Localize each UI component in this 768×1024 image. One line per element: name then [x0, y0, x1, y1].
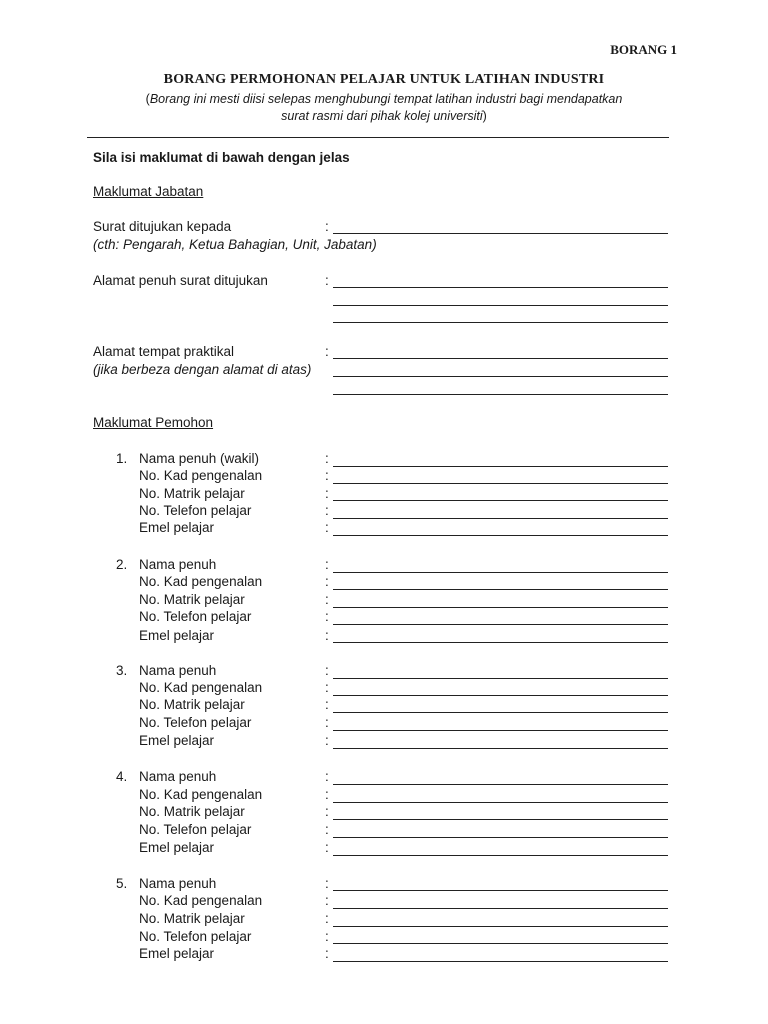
- alamat-praktikal-hint: (jika berbeza dengan alamat di atas): [93, 362, 312, 377]
- colon: :: [325, 628, 329, 643]
- colon: :: [325, 893, 329, 908]
- colon: :: [325, 503, 329, 518]
- applicant-field-label: No. Matrik pelajar: [139, 592, 245, 607]
- applicant-number: 3.: [116, 663, 128, 678]
- applicant-field-label: Nama penuh: [139, 769, 217, 784]
- applicant-field-label: Emel pelajar: [139, 840, 215, 855]
- applicant-field-input[interactable]: [333, 518, 668, 519]
- surat-ditujukan-field[interactable]: [333, 233, 668, 234]
- applicant-field-input[interactable]: [333, 819, 668, 820]
- section-heading-jabatan: Maklumat Jabatan: [93, 184, 204, 199]
- applicant-number: 1.: [116, 451, 128, 466]
- applicant-field-input[interactable]: [333, 535, 668, 536]
- applicant-field-input[interactable]: [333, 572, 668, 573]
- alamat-penuh-label: Alamat penuh surat ditujukan: [93, 273, 268, 288]
- instruction-text: Sila isi maklumat di bawah dengan jelas: [93, 150, 350, 165]
- applicant-field-input[interactable]: [333, 926, 668, 927]
- applicant-field-input[interactable]: [333, 802, 668, 803]
- applicant-field-input[interactable]: [333, 784, 668, 785]
- applicant-field-label: No. Telefon pelajar: [139, 715, 252, 730]
- applicant-field-input[interactable]: [333, 712, 668, 713]
- alamat-praktikal-field-line3[interactable]: [333, 394, 668, 395]
- colon: :: [325, 840, 329, 855]
- alamat-praktikal-field-line2[interactable]: [333, 376, 668, 377]
- colon: :: [325, 680, 329, 695]
- applicant-number: 5.: [116, 876, 128, 891]
- applicant-field-label: No. Telefon pelajar: [139, 822, 252, 837]
- applicant-field-input[interactable]: [333, 890, 668, 891]
- applicant-field-label: No. Matrik pelajar: [139, 804, 245, 819]
- colon: :: [325, 219, 329, 234]
- colon: :: [325, 451, 329, 466]
- colon: :: [325, 486, 329, 501]
- colon: :: [325, 911, 329, 926]
- applicant-field-input[interactable]: [333, 483, 668, 484]
- applicant-field-label: Nama penuh: [139, 663, 217, 678]
- applicant-field-input[interactable]: [333, 607, 668, 608]
- colon: :: [325, 822, 329, 837]
- colon: :: [325, 715, 329, 730]
- colon: :: [325, 663, 329, 678]
- alamat-praktikal-field-line1[interactable]: [333, 358, 668, 359]
- applicant-field-input[interactable]: [333, 855, 668, 856]
- applicant-field-label: No. Matrik pelajar: [139, 486, 245, 501]
- applicant-number: 2.: [116, 557, 128, 572]
- applicant-field-input[interactable]: [333, 642, 668, 643]
- colon: :: [325, 769, 329, 784]
- alamat-praktikal-label: Alamat tempat praktikal: [93, 344, 235, 359]
- applicant-field-input[interactable]: [333, 695, 668, 696]
- surat-ditujukan-hint: (cth: Pengarah, Ketua Bahagian, Unit, Jabatan): [93, 237, 377, 252]
- applicant-field-label: Emel pelajar: [139, 628, 215, 643]
- applicant-field-label: Emel pelajar: [139, 733, 215, 748]
- applicant-field-label: Emel pelajar: [139, 520, 215, 535]
- applicant-field-label: No. Telefon pelajar: [139, 929, 252, 944]
- applicant-field-label: No. Kad pengenalan: [139, 893, 263, 908]
- colon: :: [325, 787, 329, 802]
- applicant-field-input[interactable]: [333, 466, 668, 467]
- colon: :: [325, 876, 329, 891]
- applicant-field-label: Nama penuh: [139, 876, 217, 891]
- applicant-field-input[interactable]: [333, 500, 668, 501]
- colon: :: [325, 557, 329, 572]
- colon: :: [325, 609, 329, 624]
- applicant-field-label: Emel pelajar: [139, 946, 215, 961]
- applicant-field-label: No. Kad pengenalan: [139, 468, 263, 483]
- colon: :: [325, 468, 329, 483]
- colon: :: [325, 804, 329, 819]
- applicant-field-label: No. Kad pengenalan: [139, 680, 263, 695]
- colon: :: [325, 273, 329, 288]
- colon: :: [325, 929, 329, 944]
- alamat-penuh-field-line3[interactable]: [333, 322, 668, 323]
- applicant-field-label: No. Telefon pelajar: [139, 609, 252, 624]
- colon: :: [325, 946, 329, 961]
- applicant-field-input[interactable]: [333, 837, 668, 838]
- form-subtitle-line2: surat rasmi dari pihak kolej universiti): [281, 109, 487, 123]
- colon: :: [325, 592, 329, 607]
- colon: :: [325, 520, 329, 535]
- surat-ditujukan-label: Surat ditujukan kepada: [93, 219, 232, 234]
- colon: :: [325, 344, 329, 359]
- applicant-field-input[interactable]: [333, 589, 668, 590]
- applicant-field-label: No. Kad pengenalan: [139, 574, 263, 589]
- applicant-field-input[interactable]: [333, 908, 668, 909]
- header-divider: [87, 137, 669, 138]
- form-title: BORANG PERMOHONAN PELAJAR UNTUK LATIHAN INDUSTRI: [163, 72, 605, 87]
- form-subtitle-line1: (Borang ini mesti diisi selepas menghubungi tempat latihan industri bagi mendapatkan: [145, 92, 623, 106]
- applicant-field-label: Nama penuh: [139, 557, 217, 572]
- applicant-field-input[interactable]: [333, 624, 668, 625]
- section-heading-pemohon: Maklumat Pemohon: [93, 415, 214, 430]
- applicant-field-label: No. Telefon pelajar: [139, 503, 252, 518]
- applicant-field-input[interactable]: [333, 678, 668, 679]
- applicant-field-input[interactable]: [333, 730, 668, 731]
- applicant-field-label: No. Kad pengenalan: [139, 787, 263, 802]
- applicant-field-input[interactable]: [333, 943, 668, 944]
- applicant-number: 4.: [116, 769, 128, 784]
- alamat-penuh-field-line2[interactable]: [333, 305, 668, 306]
- alamat-penuh-field-line1[interactable]: [333, 287, 668, 288]
- applicant-field-label: No. Matrik pelajar: [139, 697, 245, 712]
- applicant-field-label: No. Matrik pelajar: [139, 911, 245, 926]
- colon: :: [325, 733, 329, 748]
- applicant-field-input[interactable]: [333, 748, 668, 749]
- applicant-field-label: Nama penuh (wakil): [139, 451, 260, 466]
- colon: :: [325, 574, 329, 589]
- applicant-field-input[interactable]: [333, 961, 668, 962]
- form-code: BORANG 1: [610, 42, 677, 57]
- colon: :: [325, 697, 329, 712]
